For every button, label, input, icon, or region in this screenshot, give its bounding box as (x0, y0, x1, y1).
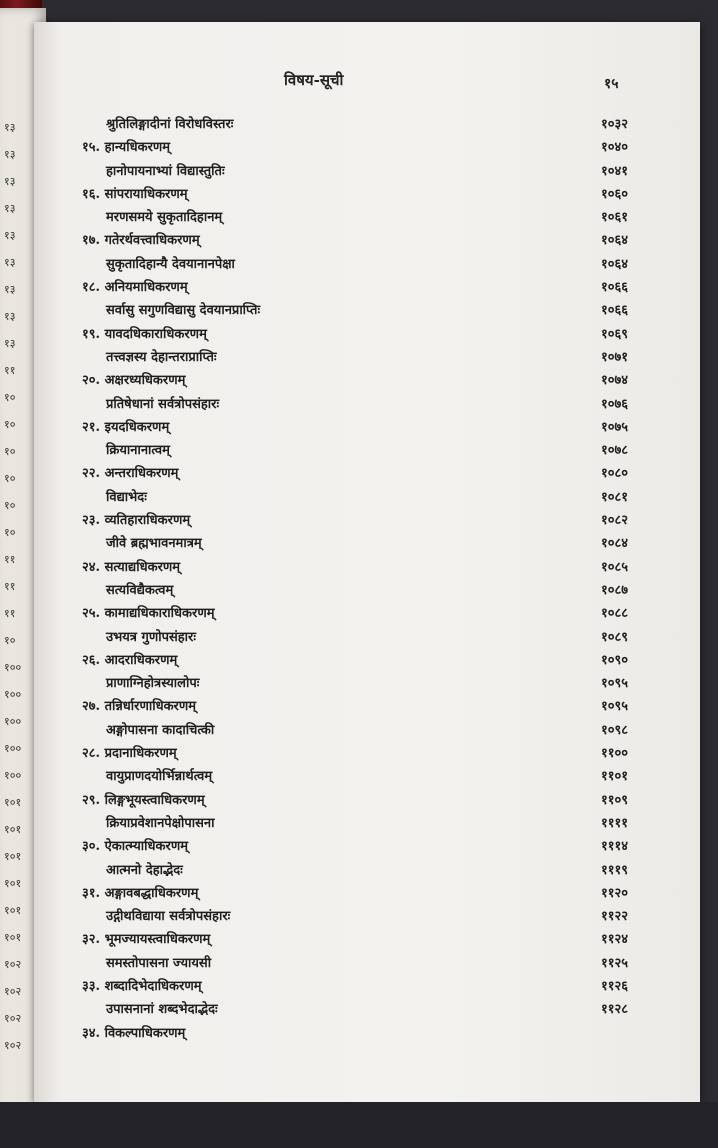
toc-entry-page: १०७५ (600, 419, 628, 435)
toc-entry-label: वायुप्राणदयोर्भिन्नार्थत्वम् (106, 769, 213, 785)
left-page-fragment: १३ (4, 310, 16, 323)
toc-entry-page: १०९८ (600, 722, 628, 738)
toc-section-row (34, 322, 700, 345)
toc-entry-page: १०४१ (600, 163, 628, 179)
left-page-fragment: १०१ (4, 904, 22, 917)
left-page-fragment: ११ (4, 553, 16, 566)
toc-entry-label: २९. लिङ्गभूयस्त्वाधिकरणम् (82, 792, 205, 808)
toc-entry-label: २२. अन्तराधिकरणम् (82, 466, 179, 482)
toc-entry-page: ११२४ (600, 932, 628, 948)
toc-entry-label: क्रियाप्रवेशानपेक्षोपासना (106, 815, 215, 831)
toc-subentry-row (34, 625, 700, 648)
toc-entry-label: १९. यावदधिकाराधिकरणम् (82, 326, 207, 342)
left-page-fragment: १०० (4, 715, 22, 728)
toc-subentry-row (34, 112, 700, 135)
toc-entry-page: ११०० (600, 746, 628, 762)
toc-entry-label: २६. आदराधिकरणम् (82, 652, 178, 668)
toc-section-row (34, 788, 700, 811)
toc-entry-page: १०८४ (600, 536, 628, 552)
toc-entry-label: विद्याभेदः (106, 489, 147, 505)
toc-entry-label: हानोपायनाभ्यां विद्यास्तुतिः (106, 163, 225, 179)
toc-entry-label: श्रुतिलिङ्गादीनां विरोधविस्तरः (106, 117, 234, 132)
toc-entry-label: ३२. भूमज्यायस्त्वाधिकरणम् (82, 932, 211, 948)
left-page-fragment: १०० (4, 688, 22, 701)
toc-section-row (34, 881, 700, 904)
left-page-fragment: ११ (4, 364, 16, 377)
toc-section-row (34, 275, 700, 298)
toc-entry-label: ३४. विकल्पाधिकरणम् (82, 1025, 186, 1041)
left-page-fragment: १०० (4, 661, 22, 674)
page-title: विषय-सूची (284, 71, 344, 89)
toc-entry-label: सर्वासु सगुणविद्यासु देवयानप्राप्तिः (106, 303, 261, 319)
toc-entry-label: १५. हान्यधिकरणम् (82, 140, 171, 156)
toc-subentry-row (34, 159, 700, 182)
toc-entry-label: १७. गतेरर्थवत्त्वाधिकरणम् (82, 233, 200, 249)
toc-section-row (34, 182, 700, 205)
toc-subentry-row (34, 951, 700, 974)
toc-subentry-row (34, 345, 700, 368)
toc-entry-label: १६. सांपरायाधिकरणम् (82, 186, 188, 202)
toc-entry-page: ११११ (600, 815, 628, 831)
toc-entry-label: ३१. अङ्गावबद्धाधिकरणम् (82, 885, 199, 901)
toc-entry-label: तत्त्वज्ञस्य देहान्तराप्राप्तिः (106, 349, 217, 365)
toc-subentry-row (34, 205, 700, 228)
toc-subentry-row (34, 904, 700, 927)
toc-entry-page: १०६९ (600, 326, 628, 342)
toc-entry-page: १०७६ (600, 396, 628, 412)
left-page-fragment: १३ (4, 337, 16, 350)
toc-entry-page: १०६६ (600, 280, 628, 296)
toc-subentry-row (34, 671, 700, 694)
toc-entry-page: १०९५ (600, 676, 628, 692)
left-page-fragment: १०१ (4, 823, 22, 836)
toc-entry-label: उद्गीथविद्याया सर्वत्रोपसंहारः (106, 909, 231, 925)
left-page-fragment: १०० (4, 742, 22, 755)
left-page-fragment: १३ (4, 256, 16, 269)
toc-entry-label: उभयत्र गुणोपसंहारः (106, 629, 196, 645)
toc-section-row (34, 228, 700, 251)
left-page-fragment: १० (4, 418, 16, 431)
toc-entry-page: १०९० (600, 652, 628, 668)
left-page-fragment: १३ (4, 202, 16, 215)
toc-subentry-row (34, 252, 700, 275)
toc-entry-label: क्रियानानात्वम् (106, 443, 170, 459)
toc-entry-page: १०८७ (600, 582, 628, 598)
toc-entry-page: १०६० (600, 186, 628, 202)
toc-entry-label: २८. प्रदानाधिकरणम् (82, 746, 177, 762)
toc-section-row (34, 415, 700, 438)
left-page-fragment: १०२ (4, 985, 22, 998)
toc-entry-label: ३०. ऐकात्म्याधिकरणम् (82, 839, 188, 855)
left-page-fragment: १० (4, 526, 16, 539)
toc-subentry-row (34, 858, 700, 881)
page-number: १५ (604, 76, 619, 92)
toc-entry-label: ३३. शब्दादिभेदाधिकरणम् (82, 978, 202, 994)
toc-section-row (34, 508, 700, 531)
left-page-fragment: १०२ (4, 1039, 22, 1052)
left-page-fragment: १० (4, 499, 16, 512)
left-page-fragment: १० (4, 445, 16, 458)
toc-entry-page: १०९५ (600, 699, 628, 715)
left-page-fragment: १३ (4, 283, 16, 296)
toc-entry-page: १११९ (600, 862, 628, 878)
toc-entry-page: ११२५ (600, 955, 628, 971)
toc-entry-label: मरणसमये सुकृतादिहानम् (106, 210, 223, 226)
left-page-fragment: १०० (4, 769, 22, 782)
toc-subentry-row (34, 438, 700, 461)
toc-entry-label: जीवे ब्रह्मभावनमात्रम् (106, 536, 202, 552)
toc-subentry-row (34, 811, 700, 834)
toc-entry-label: १८. अनियमाधिकरणम् (82, 280, 188, 296)
toc-entry-page: ११२६ (600, 978, 628, 994)
toc-subentry-row (34, 578, 700, 601)
toc-entry-page: ११२० (600, 885, 628, 901)
left-page-fragment: १०२ (4, 958, 22, 971)
toc-section-row (34, 135, 700, 158)
toc-section-row (34, 927, 700, 950)
background-shadow (0, 1102, 718, 1148)
toc-entry-page: १०८२ (600, 513, 628, 529)
toc-section-row (34, 368, 700, 391)
toc-entry-label: २४. सत्याद्यधिकरणम् (82, 559, 181, 575)
toc-entry-label: प्रतिषेधानां सर्वत्रोपसंहारः (106, 396, 220, 412)
book-page (34, 22, 700, 1102)
toc-subentry-row (34, 997, 700, 1020)
left-page-fragment: १० (4, 391, 16, 404)
toc-entry-page: १०६४ (600, 256, 628, 272)
toc-subentry-row (34, 485, 700, 508)
toc-entry-label: २१. इयदधिकरणम् (82, 419, 170, 435)
toc-entry-label: सत्यविद्यैकत्वम् (106, 582, 174, 598)
left-page-fragment: १०१ (4, 931, 22, 944)
toc-list (34, 112, 700, 1044)
toc-entry-page: १०६१ (600, 210, 628, 226)
toc-section-row (34, 555, 700, 578)
toc-entry-page: १०८० (600, 466, 628, 482)
toc-entry-page: १०७१ (600, 349, 628, 365)
toc-entry-page: ११०१ (600, 769, 628, 785)
toc-entry-page: १०३२ (600, 117, 628, 132)
toc-entry-page: १०७४ (600, 373, 628, 389)
toc-entry-label: २५. कामाद्यधिकाराधिकरणम् (82, 606, 215, 622)
left-page-fragment: १३ (4, 175, 16, 188)
toc-subentry-row (34, 531, 700, 554)
toc-section-row (34, 461, 700, 484)
toc-entry-label: समस्तोपासना ज्यायसी (106, 955, 212, 971)
toc-entry-page: ११२२ (600, 909, 628, 925)
left-page-fragment: १० (4, 634, 16, 647)
toc-entry-label: आत्मनो देहाद्भेदः (106, 862, 183, 878)
toc-section-row (34, 694, 700, 717)
toc-entry-label: २७. तन्निर्धारणाधिकरणम् (82, 699, 197, 715)
toc-section-row (34, 648, 700, 671)
toc-entry-label: प्राणाग्निहोत्रस्यालोपः (106, 676, 200, 692)
toc-section-row (34, 834, 700, 857)
toc-entry-label: २०. अक्षरध्यधिकरणम् (82, 373, 186, 389)
toc-entry-page: १०४० (600, 140, 628, 156)
left-page-fragment: १३ (4, 148, 16, 161)
left-page-fragment: ११ (4, 607, 16, 620)
left-page-fragment: १३ (4, 229, 16, 242)
left-page-fragment: १० (4, 472, 16, 485)
toc-entry-label: सुकृतादिहान्यै देवयानानपेक्षा (106, 256, 235, 272)
toc-section-row (34, 1021, 700, 1044)
toc-subentry-row (34, 764, 700, 787)
left-page-fragment: ११ (4, 580, 16, 593)
toc-entry-page: १११४ (600, 839, 628, 855)
toc-entry-page: ११२८ (600, 1002, 628, 1018)
toc-entry-page: १०८८ (600, 606, 628, 622)
toc-subentry-row (34, 718, 700, 741)
toc-section-row (34, 974, 700, 997)
left-page-fragment: १३ (4, 121, 16, 134)
toc-entry-page: १०८९ (600, 629, 628, 645)
toc-subentry-row (34, 298, 700, 321)
toc-entry-page: १०८५ (600, 559, 628, 575)
toc-entry-page: १०७८ (600, 443, 628, 459)
toc-entry-page: ११०९ (600, 792, 628, 808)
toc-entry-page: १०८१ (600, 489, 628, 505)
toc-entry-label: उपासनानां शब्दभेदाद्भेदः (106, 1002, 218, 1018)
left-page-fragment: १०१ (4, 796, 22, 809)
toc-entry-page: १०६४ (600, 233, 628, 249)
toc-subentry-row (34, 392, 700, 415)
toc-section-row (34, 601, 700, 624)
toc-entry-page: १०६६ (600, 303, 628, 319)
toc-section-row (34, 741, 700, 764)
left-page-fragment: १०१ (4, 877, 22, 890)
toc-entry-label: अङ्गोपासना कादाचित्की (106, 722, 215, 738)
toc-entry-label: २३. व्यतिहाराधिकरणम् (82, 513, 191, 529)
left-page-fragment: १०२ (4, 1012, 22, 1025)
left-page-fragment: १०१ (4, 850, 22, 863)
